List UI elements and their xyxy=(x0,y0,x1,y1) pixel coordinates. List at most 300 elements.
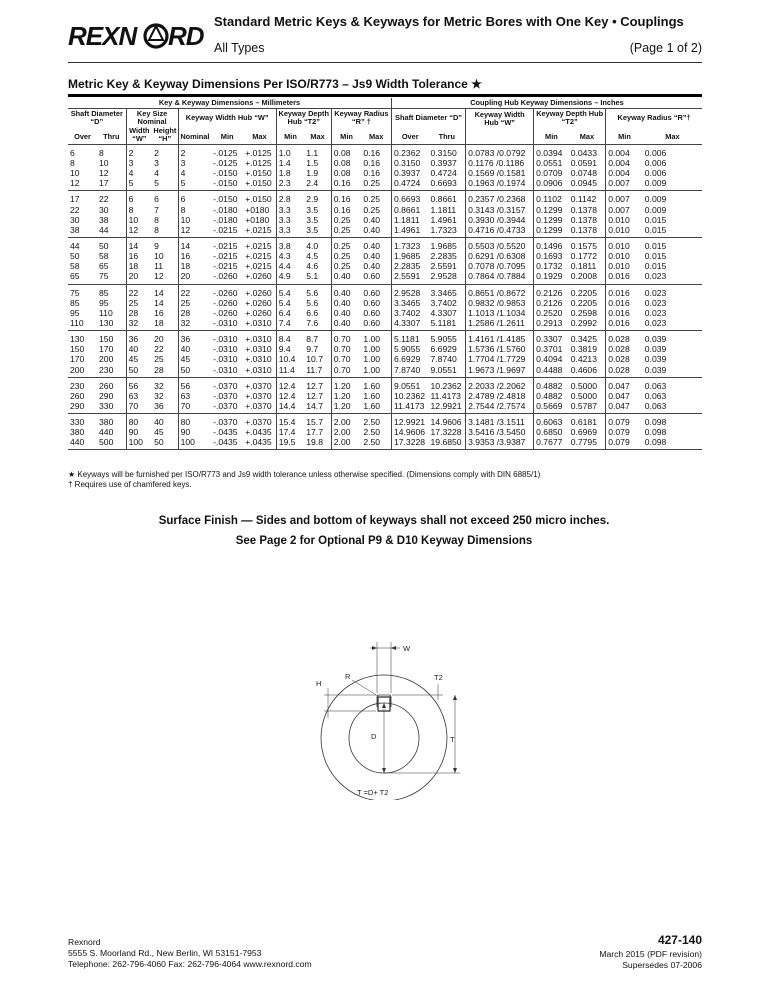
cell-radius-min: 2.00 xyxy=(331,427,361,437)
table-row xyxy=(68,427,702,437)
cell-radius-min-in: 0.079 xyxy=(606,427,643,437)
cell-over: 8 xyxy=(70,157,75,168)
footer-doc-info xyxy=(599,933,702,971)
cell-width-in: 0.1176 /0.1186 xyxy=(466,158,534,168)
cell-radius-min-in: 0.016 xyxy=(606,284,643,298)
cell-key-width: 100 xyxy=(126,437,152,450)
cell-radius-max-in: 0.098 xyxy=(644,417,667,428)
cell-depth-min: 8.4 xyxy=(276,331,304,345)
cell-depth-min-in: 0.2126 xyxy=(534,298,569,308)
hdr-width-min: Min xyxy=(211,129,243,144)
table-row xyxy=(68,158,702,168)
cell-depth-min-in: 0.4882 xyxy=(534,377,569,391)
cell-depth-max: 12.7 xyxy=(306,380,323,391)
cell-thru: 38 xyxy=(99,214,109,225)
document-subtitle: All Types xyxy=(214,41,265,55)
cell-over: 330 xyxy=(70,417,85,428)
table-row xyxy=(68,308,702,318)
cell-thru: 10 xyxy=(99,157,109,168)
cell-radius-max-in: 0.009 xyxy=(643,178,702,191)
cell-key-width: 12 xyxy=(126,225,152,238)
cell-kw-max: +.0125 xyxy=(245,147,272,158)
table-row xyxy=(68,401,702,414)
cell-kw-nominal: 25 xyxy=(178,298,211,308)
cell-kw-min: -.0260 xyxy=(213,297,238,308)
cell-depth-max: 14.7 xyxy=(304,401,331,414)
cell-depth-max-in: 0.7795 xyxy=(569,437,606,450)
formula-t: T =D+ T2 xyxy=(357,788,389,797)
cell-radius-min: 1.20 xyxy=(331,391,361,401)
cell-radius-max-in: 0.015 xyxy=(644,261,667,272)
cell-kw-max: +.0435 xyxy=(243,437,276,450)
cell-radius-max-in: 0.039 xyxy=(644,354,667,365)
cell-over: 200 xyxy=(68,365,97,378)
cell-thru-in: 2.5591 xyxy=(430,261,457,272)
cell-over: 6 xyxy=(70,147,75,158)
cell-over: 95 xyxy=(70,307,80,318)
cell-over-in: 4.3307 xyxy=(391,318,428,331)
hdr-depth-max: Max xyxy=(304,129,331,144)
hdr-radius-max: Max xyxy=(361,129,391,144)
cell-over-in: 1.4961 xyxy=(391,225,428,238)
rexnord-logo xyxy=(68,20,204,50)
cell-over: 290 xyxy=(68,401,97,414)
cell-depth-min-in: 0.1732 xyxy=(534,261,569,271)
cell-depth-min: 6.4 xyxy=(276,308,304,318)
cell-depth-max: 11.7 xyxy=(304,365,331,378)
table-row xyxy=(68,298,702,308)
cell-kw-max: +0180 xyxy=(245,204,270,215)
cell-radius-max: 0.16 xyxy=(363,168,381,179)
cell-thru-in: 1.4961 xyxy=(430,214,457,225)
cell-depth-min: 2.8 xyxy=(276,191,304,205)
cell-key-height: 20 xyxy=(154,334,164,345)
cell-radius-max-in: 0.023 xyxy=(644,297,667,308)
cell-thru-in: 2.2835 xyxy=(430,251,457,262)
hdr-width: Width “W” xyxy=(126,126,152,144)
hdr-keyway-width-in: Keyway Width Hub “W” xyxy=(466,108,534,129)
cell-depth-max: 5.6 xyxy=(306,297,319,308)
cell-thru-in: 1.9685 xyxy=(430,240,457,251)
cell-depth-max-in: 0.1142 xyxy=(570,194,597,205)
footer-contact: Telephone: 262-796-4060 Fax: 262-796-4064 www.rexnord.com xyxy=(68,959,312,970)
cell-radius-min: 0.08 xyxy=(331,168,361,178)
cell-radius-min: 0.40 xyxy=(331,284,361,298)
cell-depth-max: 2.4 xyxy=(304,178,331,191)
cell-depth-min: 1.8 xyxy=(276,168,304,178)
document-title: Standard Metric Keys & Keyways for Metric Bores with One Key • Couplings xyxy=(214,14,684,29)
cell-depth-max: 4.5 xyxy=(306,251,319,262)
cell-kw-max: +.0310 xyxy=(243,318,276,331)
cell-kw-nominal: 5 xyxy=(178,178,211,191)
cell-kw-nominal: 6 xyxy=(178,191,211,205)
cell-thru: 230 xyxy=(97,365,126,378)
cell-radius-min: 0.25 xyxy=(331,261,361,271)
cell-thru: 380 xyxy=(99,417,114,428)
cell-thru: 170 xyxy=(99,344,114,355)
cell-kw-min: -.0370 xyxy=(213,417,238,428)
svg-text:RD: RD xyxy=(168,21,204,50)
svg-text:REXN: REXN xyxy=(68,21,137,50)
cell-depth-max-in: 0.1378 xyxy=(570,204,597,215)
cell-kw-max: +.0260 xyxy=(245,297,272,308)
cell-width-in: 2.7544 /2.7574 xyxy=(466,401,534,414)
cell-over: 50 xyxy=(70,251,80,262)
cell-over: 260 xyxy=(70,390,85,401)
cell-depth-max-in: 0.1378 xyxy=(569,225,606,238)
cell-depth-max: 4.0 xyxy=(306,240,319,251)
cell-depth-max-in: 0.3819 xyxy=(570,344,597,355)
cell-key-width: 28 xyxy=(126,308,152,318)
cell-radius-max: 1.60 xyxy=(363,390,381,401)
band-inches: Coupling Hub Keyway Dimensions – Inches xyxy=(391,98,702,108)
cell-depth-max: 2.9 xyxy=(306,194,319,205)
cell-depth-max: 10.7 xyxy=(306,354,323,365)
cell-thru-in: 2.9528 xyxy=(429,271,466,284)
cell-over: 22 xyxy=(70,204,80,215)
cell-radius-max-in: 0.098 xyxy=(643,437,702,450)
hdr-key-size: Key Size Nominal xyxy=(126,108,178,126)
cell-key-height: 8 xyxy=(154,214,159,225)
cell-depth-min: 7.4 xyxy=(276,318,304,331)
cell-radius-min: 2.00 xyxy=(331,414,361,428)
cell-radius-max: 1.60 xyxy=(363,380,381,391)
table-row xyxy=(68,237,702,251)
cell-radius-min-in: 0.004 xyxy=(606,144,643,158)
cell-key-height: 9 xyxy=(154,240,159,251)
cell-key-height: 45 xyxy=(154,427,164,438)
cell-depth-min: 19.5 xyxy=(276,437,304,450)
hdr-depth-min-in: Min xyxy=(534,129,569,144)
cell-thru: 330 xyxy=(97,401,126,414)
cell-kw-min: -.0435 xyxy=(211,437,243,450)
cell-key-width: 80 xyxy=(126,414,152,428)
cell-radius-min: 0.16 xyxy=(331,178,361,191)
cell-radius-min: 0.70 xyxy=(331,365,361,378)
cell-thru: 130 xyxy=(97,318,126,331)
cell-radius-max-in: 0.015 xyxy=(644,251,667,262)
cell-kw-nominal: 8 xyxy=(178,205,211,215)
cell-depth-min: 2.3 xyxy=(276,178,304,191)
cell-kw-max: +.0370 xyxy=(245,380,272,391)
cell-width-in: 0.8651 /0.8672 xyxy=(466,284,534,298)
cell-thru: 150 xyxy=(99,334,114,345)
cell-over-in: 14.9606 xyxy=(391,427,428,437)
cell-depth-max-in: 0.1772 xyxy=(570,251,597,262)
cell-width-in: 1.1013 /1.1034 xyxy=(466,308,534,318)
cell-radius-min-in: 0.010 xyxy=(606,251,643,261)
cell-key-height: 5 xyxy=(152,178,178,191)
cell-depth-max: 17.7 xyxy=(306,427,323,438)
table-row xyxy=(68,284,702,298)
band-mm: Key & Keyway Dimensions – Millimeters xyxy=(68,98,391,108)
cell-over: 65 xyxy=(68,271,97,284)
cell-depth-min-in: 0.2913 xyxy=(534,318,569,331)
cell-thru-in: 17.3228 xyxy=(430,427,462,438)
cell-radius-min-in: 0.004 xyxy=(606,158,643,168)
cell-thru-in: 3.7402 xyxy=(430,297,457,308)
cell-width-in: 0.0783 /0.0792 xyxy=(466,144,534,158)
cell-radius-min-in: 0.010 xyxy=(606,237,643,251)
cell-depth-min: 12.4 xyxy=(276,377,304,391)
cell-radius-min-in: 0.007 xyxy=(606,178,643,191)
cell-radius-max-in: 0.039 xyxy=(643,365,702,378)
cell-width-in: 0.6291 /0.6308 xyxy=(466,251,534,261)
cell-radius-min: 0.08 xyxy=(331,144,361,158)
cell-depth-max-in: 0.1575 xyxy=(570,240,597,251)
cell-radius-max-in: 0.009 xyxy=(644,194,667,205)
cell-key-width: 2 xyxy=(126,144,152,158)
cell-kw-min: -.0125 xyxy=(213,147,238,158)
cell-depth-min: 12.4 xyxy=(276,391,304,401)
cell-width-in: 1.2586 /1.2611 xyxy=(466,318,534,331)
cell-thru: 44 xyxy=(97,225,126,238)
keyway-dimensions-table xyxy=(68,98,702,450)
cell-width-in: 0.7864 /0.7884 xyxy=(466,271,534,284)
cell-over-in: 10.2362 xyxy=(391,391,428,401)
section-rule xyxy=(68,94,702,97)
cell-radius-min: 1.20 xyxy=(331,377,361,391)
cell-thru: 500 xyxy=(97,437,126,450)
cell-kw-min: -.0215 xyxy=(213,251,238,262)
hdr-keyway-width: Keyway Width Hub “W” xyxy=(178,108,276,126)
cell-radius-min-in: 0.004 xyxy=(606,168,643,178)
cell-kw-min: -.0370 xyxy=(213,380,238,391)
cell-thru-in: 0.8661 xyxy=(430,194,457,205)
table-row xyxy=(68,215,702,225)
cell-depth-min-in: 0.2126 xyxy=(534,284,569,298)
hdr-width-max: Max xyxy=(243,129,276,144)
cell-depth-max: 4.6 xyxy=(306,261,319,272)
cell-radius-min: 0.70 xyxy=(331,331,361,345)
cell-kw-min: -.0260 xyxy=(211,271,243,284)
cell-radius-max-in: 0.023 xyxy=(644,287,667,298)
cell-over: 44 xyxy=(70,240,80,251)
cell-depth-min-in: 0.4488 xyxy=(534,365,569,378)
cell-kw-max: +.0260 xyxy=(243,271,276,284)
hdr-thru-in: Thru xyxy=(429,129,466,144)
cell-kw-max: +.0310 xyxy=(245,344,272,355)
hdr-nominal: Nominal xyxy=(178,129,211,144)
cell-depth-max-in: 0.3425 xyxy=(570,334,597,345)
cell-kw-max: +.0260 xyxy=(245,287,272,298)
cell-thru: 17 xyxy=(97,178,126,191)
cell-depth-min-in: 0.1693 xyxy=(534,251,569,261)
cell-over: 30 xyxy=(70,214,80,225)
cell-depth-min-in: 0.0709 xyxy=(534,168,569,178)
cell-thru: 12 xyxy=(99,168,109,179)
cell-key-height: 16 xyxy=(154,307,164,318)
cell-thru: 65 xyxy=(99,261,109,272)
cell-depth-max-in: 0.2205 xyxy=(570,287,597,298)
cell-width-in: 0.9832 /0.9853 xyxy=(466,298,534,308)
cell-depth-min: 3.3 xyxy=(276,215,304,225)
see-page-2-note: See Page 2 for Optional P9 & D10 Keyway Dimensions xyxy=(235,535,533,547)
cell-thru-in: 5.9055 xyxy=(430,334,457,345)
cell-radius-max: 0.40 xyxy=(363,214,381,225)
cell-key-height: 14 xyxy=(154,287,164,298)
cell-over-in: 5.1181 xyxy=(391,331,428,345)
cell-depth-max-in: 0.0945 xyxy=(569,178,606,191)
cell-radius-max-in: 0.063 xyxy=(643,401,702,414)
cell-radius-max: 0.25 xyxy=(363,194,381,205)
cell-radius-min-in: 0.010 xyxy=(606,261,643,271)
cell-radius-max-in: 0.063 xyxy=(644,390,667,401)
footer-address xyxy=(68,937,312,971)
cell-radius-min-in: 0.016 xyxy=(606,298,643,308)
cell-radius-max-in: 0.023 xyxy=(644,307,667,318)
hdr-keyway-depth-in: Keyway Depth Hub “T2” xyxy=(534,108,606,126)
cell-radius-min: 0.16 xyxy=(331,191,361,205)
cell-key-width: 4 xyxy=(126,168,152,178)
cell-kw-min: -.0260 xyxy=(213,307,238,318)
cell-kw-nominal: 4 xyxy=(178,168,211,178)
cell-depth-min-in: 0.4882 xyxy=(534,391,569,401)
cell-kw-min: -.0215 xyxy=(213,240,238,251)
cell-radius-max-in: 0.009 xyxy=(644,204,667,215)
cell-width-in: 2.4789 /2.4818 xyxy=(466,391,534,401)
cell-kw-min: -.0180 xyxy=(213,204,238,215)
cell-width-in: 1.4161 /1.4185 xyxy=(466,331,534,345)
cell-over-in: 12.9921 xyxy=(391,414,428,428)
cell-kw-nominal: 63 xyxy=(178,391,211,401)
cell-radius-max-in: 0.015 xyxy=(644,214,667,225)
cell-depth-min-in: 0.1929 xyxy=(534,271,569,284)
cell-radius-max: 0.16 xyxy=(363,157,381,168)
cell-radius-max: 1.00 xyxy=(361,365,391,378)
cell-key-height: 32 xyxy=(154,380,164,391)
cell-depth-min-in: 0.1299 xyxy=(534,205,569,215)
cell-kw-min: -.0370 xyxy=(211,401,243,414)
hdr-depth-min: Min xyxy=(276,129,304,144)
cell-kw-nominal: 14 xyxy=(178,237,211,251)
cell-kw-max: +.0370 xyxy=(245,417,272,428)
cell-depth-max-in: 0.5000 xyxy=(570,390,597,401)
table-row xyxy=(68,251,702,261)
cell-radius-min-in: 0.079 xyxy=(606,414,643,428)
cell-radius-min: 0.25 xyxy=(331,215,361,225)
cell-thru: 95 xyxy=(99,297,109,308)
cell-key-width: 56 xyxy=(126,377,152,391)
cell-depth-min-in: 0.4094 xyxy=(534,354,569,364)
cell-depth-max: 7.6 xyxy=(304,318,331,331)
cell-key-width: 6 xyxy=(126,191,152,205)
cell-depth-min-in: 0.0906 xyxy=(534,178,569,191)
cell-width-in: 3.5416 /3.5450 xyxy=(466,427,534,437)
cell-key-height: 36 xyxy=(152,401,178,414)
label-t: T xyxy=(450,735,455,744)
cell-kw-max: +.0370 xyxy=(243,401,276,414)
cell-over-in: 6.6929 xyxy=(391,354,428,364)
hdr-keyway-radius: Keyway Radius “R” † xyxy=(331,108,391,126)
cell-thru-in: 0.3937 xyxy=(430,157,457,168)
cell-over-in: 1.7323 xyxy=(391,237,428,251)
cell-kw-min: -.0370 xyxy=(213,390,238,401)
cell-radius-max: 2.50 xyxy=(361,437,391,450)
cell-kw-min: -.0215 xyxy=(213,261,238,272)
cell-key-width: 5 xyxy=(126,178,152,191)
cell-radius-min: 0.70 xyxy=(331,354,361,364)
hdr-thru: Thru xyxy=(97,129,126,144)
cell-key-height: 3 xyxy=(154,157,159,168)
cell-key-height: 11 xyxy=(154,261,164,272)
cell-key-width: 90 xyxy=(126,427,152,437)
cell-key-height: 28 xyxy=(152,365,178,378)
cell-key-height: 4 xyxy=(154,168,159,179)
cell-kw-nominal: 40 xyxy=(178,344,211,354)
cell-width-in: 3.1481 /3.1511 xyxy=(466,414,534,428)
cell-radius-max: 1.00 xyxy=(363,354,381,365)
cell-depth-min-in: 0.3307 xyxy=(534,331,569,345)
table-row xyxy=(68,377,702,391)
cell-depth-max-in: 0.4213 xyxy=(570,354,597,365)
cell-radius-min-in: 0.028 xyxy=(606,365,643,378)
table-row xyxy=(68,331,702,345)
cell-depth-min: 5.4 xyxy=(276,284,304,298)
cell-key-height: 2 xyxy=(154,147,159,158)
footnote-dagger: † Requires use of chamfered keys. xyxy=(68,480,192,490)
cell-over: 17 xyxy=(70,194,80,205)
cell-over-in: 0.4724 xyxy=(391,178,428,191)
cell-radius-max: 0.40 xyxy=(363,240,381,251)
cell-radius-max-in: 0.006 xyxy=(644,168,667,179)
cell-radius-max: 0.60 xyxy=(363,297,381,308)
cell-over-in: 7.8740 xyxy=(391,365,428,378)
hdr-over: Over xyxy=(68,129,97,144)
cell-depth-max-in: 0.6181 xyxy=(570,417,597,428)
supersedes: Supersedes 07-2006 xyxy=(622,959,702,970)
cell-radius-max-in: 0.006 xyxy=(644,157,667,168)
cell-kw-max: +.0150 xyxy=(243,178,276,191)
section-title: Metric Key & Keyway Dimensions Per ISO/R773 – Js9 Width Tolerance ★ xyxy=(68,77,482,91)
cell-kw-nominal: 22 xyxy=(178,284,211,298)
cell-thru-in: 5.1181 xyxy=(429,318,466,331)
cell-key-height: 25 xyxy=(154,354,164,365)
cell-radius-max-in: 0.006 xyxy=(644,147,667,158)
cell-key-width: 18 xyxy=(126,261,152,271)
table-row xyxy=(68,168,702,178)
cell-key-height: 10 xyxy=(154,251,164,262)
cell-kw-min: -.0180 xyxy=(213,214,238,225)
cell-depth-min-in: 0.2520 xyxy=(534,308,569,318)
cell-kw-nominal: 36 xyxy=(178,331,211,345)
cell-depth-min: 10.4 xyxy=(276,354,304,364)
cell-radius-min: 1.20 xyxy=(331,401,361,414)
cell-over-in: 5.9055 xyxy=(391,344,428,354)
cell-over-in: 2.9528 xyxy=(391,284,428,298)
cell-depth-max: 12.7 xyxy=(306,390,323,401)
cell-radius-max-in: 0.023 xyxy=(643,318,702,331)
cell-radius-max-in: 0.015 xyxy=(644,240,667,251)
cell-key-height: 7 xyxy=(154,204,159,215)
cell-depth-max-in: 0.1378 xyxy=(570,214,597,225)
cell-over: 440 xyxy=(68,437,97,450)
cell-kw-max: +.0150 xyxy=(245,194,272,205)
cell-thru-in: 14.9606 xyxy=(430,417,462,428)
table-row xyxy=(68,414,702,428)
cell-kw-nominal: 50 xyxy=(178,365,211,378)
cell-depth-min: 3.8 xyxy=(276,237,304,251)
cell-key-width: 32 xyxy=(126,318,152,331)
cell-depth-min: 17.4 xyxy=(276,427,304,437)
cell-kw-min: -.0125 xyxy=(213,157,238,168)
cell-kw-min: -.0310 xyxy=(211,365,243,378)
cell-key-height: 50 xyxy=(152,437,178,450)
cell-key-width: 8 xyxy=(126,205,152,215)
cell-thru-in: 3.3465 xyxy=(430,287,457,298)
cell-thru: 30 xyxy=(99,204,109,215)
cell-radius-min-in: 0.007 xyxy=(606,205,643,215)
